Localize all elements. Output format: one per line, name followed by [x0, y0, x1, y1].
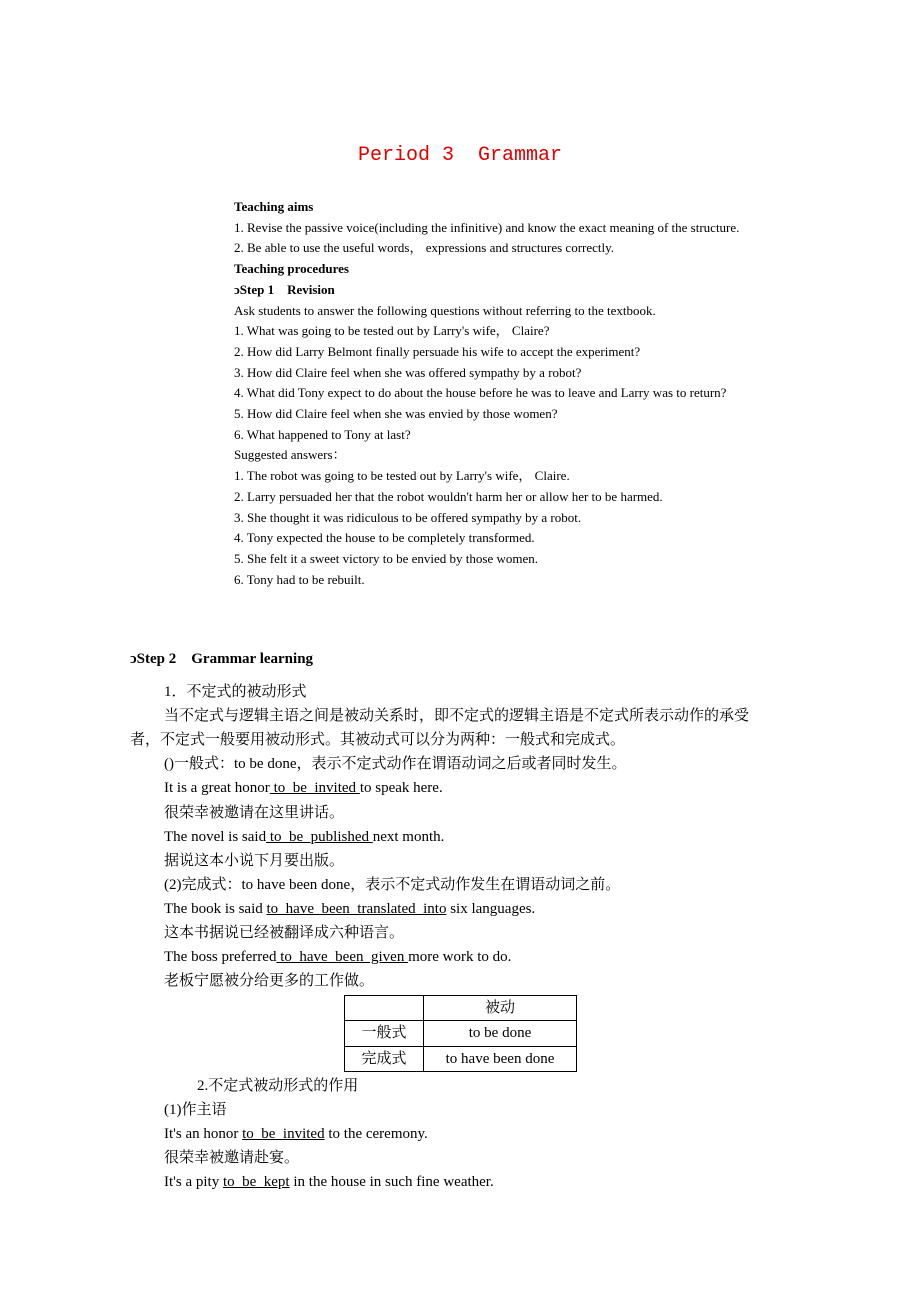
example-text: to speak here.	[359, 780, 443, 797]
example-text: in the house in such fine weather.	[289, 1173, 494, 1190]
answer: 2. Larry persuaded her that the robot wouldn't harm her or allow her to be harmed.	[234, 488, 663, 504]
step1-heading: ↄStep 1 Revision	[234, 281, 335, 297]
table-cell: to have been done	[424, 1046, 577, 1071]
procedures-heading: Teaching procedures	[234, 261, 349, 277]
grammar-section	[130, 647, 770, 1194]
example-text: The boss preferred	[164, 949, 277, 966]
answer: 5. She felt it a sweet victory to be envied by those women.	[234, 550, 538, 566]
aim-item: 2. Be able to use the useful words， expressions and structures correctly.	[234, 240, 615, 256]
answer: 4. Tony expected the house to be completely transformed.	[234, 530, 535, 546]
example	[130, 825, 770, 849]
example-blank: to have been translated into	[266, 900, 447, 917]
example-blank: to have been given	[276, 949, 409, 966]
example-text: The novel is said	[164, 828, 267, 845]
general-form: ()一般式：to be done，表示不定式动作在谓语动词之后或者同时发生。	[164, 756, 627, 773]
step2-heading: ↄStep 2 Grammar learning	[130, 651, 314, 667]
example-text: more work to do.	[408, 949, 512, 966]
aim-item: 1. Revise the passive voice(including the infinitive) and know the exact meaning of the structure.	[234, 219, 740, 235]
question: 4. What did Tony expect to do about the house before he was to leave and Larry was to return?	[234, 385, 727, 401]
example-blank: to be invited	[269, 780, 360, 797]
table-cell: 一般式	[345, 1021, 424, 1046]
example	[130, 945, 770, 969]
example-blank: to be published	[266, 828, 373, 845]
forms-table	[344, 995, 577, 1071]
instruction: Ask students to answer the following questions without referring to the textbook.	[234, 302, 656, 318]
answer: 1. The robot was going to be tested out by Larry's wife， Claire.	[234, 468, 570, 484]
answer: 3. She thought it was ridiculous to be offered sympathy by a robot.	[234, 509, 582, 525]
translation: 据说这本小说下月要出版。	[164, 852, 345, 869]
answer: 6. Tony had to be rebuilt.	[234, 571, 365, 587]
example-text: to the ceremony.	[324, 1125, 428, 1142]
question: 1. What was going to be tested out by Larry's wife， Claire?	[234, 323, 550, 339]
table-cell: 完成式	[345, 1046, 424, 1071]
example	[130, 1122, 770, 1146]
table-cell: 被动	[424, 996, 577, 1021]
example	[130, 1170, 770, 1194]
teaching-section	[206, 197, 760, 590]
example-text: It's an honor	[164, 1125, 243, 1142]
translation: 很荣幸被邀请在这里讲话。	[164, 804, 345, 821]
example-text: next month.	[372, 828, 445, 845]
question: 5. How did Claire feel when she was envied by those women?	[234, 406, 558, 422]
question: 3. How did Claire feel when she was offered sympathy by a robot?	[234, 364, 582, 380]
sub-heading: (1)作主语	[164, 1101, 227, 1118]
example	[130, 776, 770, 800]
example-text: six languages.	[446, 900, 536, 917]
table-cell	[345, 996, 424, 1021]
question: 6. What happened to Tony at last?	[234, 426, 411, 442]
example-text: The book is said	[164, 900, 267, 917]
perfect-form: (2)完成式：to have been done，表示不定式动作发生在谓语动词之前。	[164, 876, 621, 893]
example-blank: to be invited	[242, 1125, 325, 1142]
section-heading: 2.不定式被动形式的作用	[197, 1077, 359, 1094]
page-title: Period 3 Grammar	[357, 144, 563, 167]
section-heading: 1．不定式的被动形式	[164, 684, 307, 701]
example-text: It's a pity	[164, 1173, 223, 1190]
table-cell: to be done	[424, 1021, 577, 1046]
question: 2. How did Larry Belmont finally persuade his wife to accept the experiment?	[234, 343, 641, 359]
example-blank: to be kept	[222, 1173, 290, 1190]
translation: 很荣幸被邀请赴宴。	[164, 1149, 300, 1166]
translation: 这本书据说已经被翻译成六种语言。	[164, 925, 405, 942]
example	[130, 897, 770, 921]
teaching-aims-heading: Teaching aims	[234, 199, 314, 214]
intro-text: 当不定式与逻辑主语之间是被动关系时，即不定式的逻辑主语是不定式所表示动作的承受者，不定式一般要用被动形式。其被动式可以分为两种：一般式和完成式。	[130, 708, 750, 749]
example-text: It is a great honor	[164, 780, 270, 797]
translation: 老板宁愿被分给更多的工作做。	[164, 973, 375, 990]
answers-label: Suggested answers：	[234, 447, 346, 463]
